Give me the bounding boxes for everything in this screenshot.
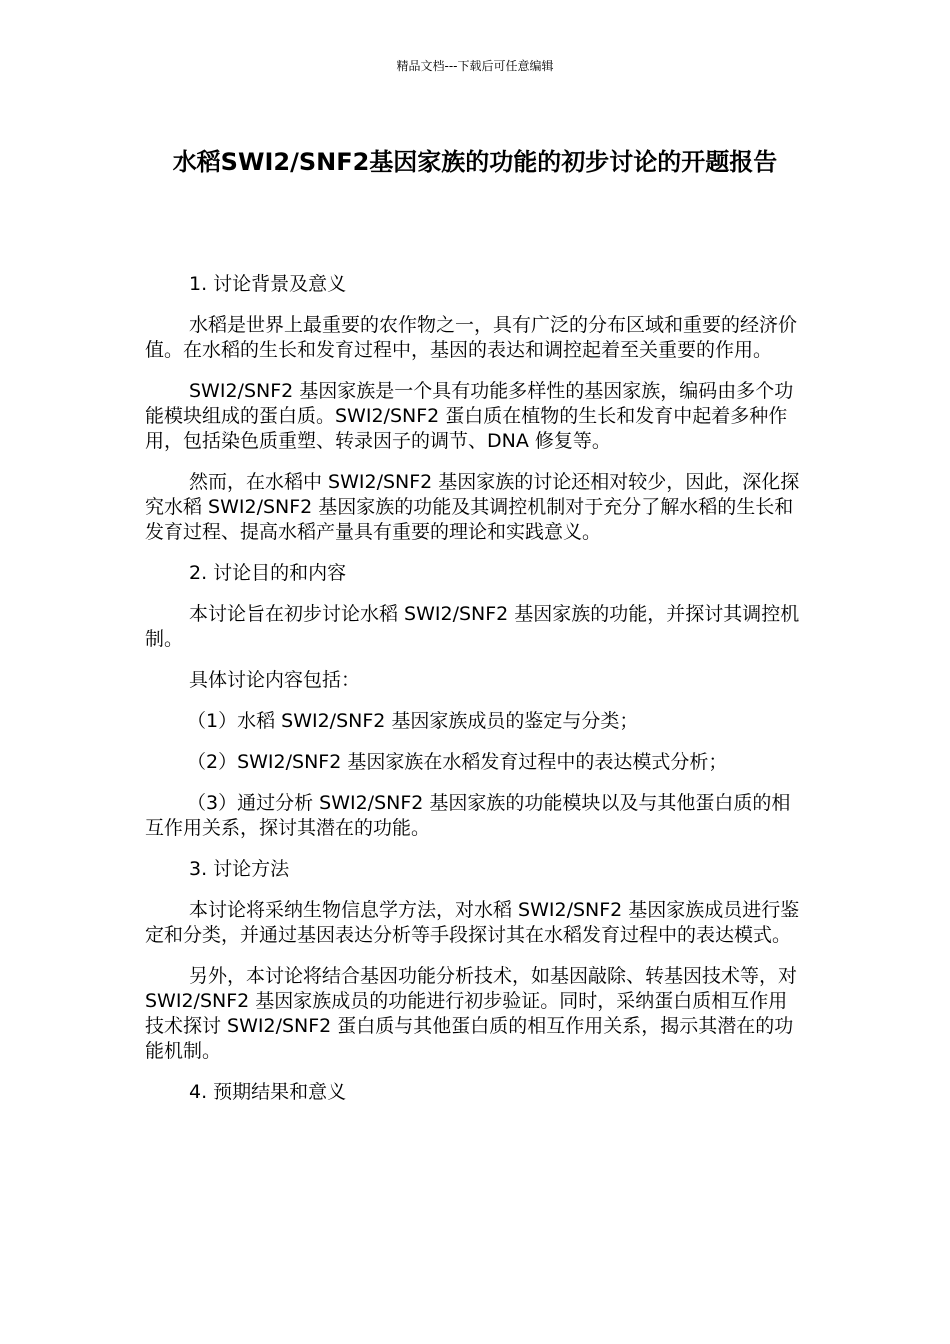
list-item: （2）SWI2/SNF2 基因家族在水稻发育过程中的表达模式分析； (187, 751, 728, 773)
list-item: （3）通过分析 SWI2/SNF2 基因家族的功能模块以及与其他蛋白质的相互作用关系，探讨其潜在的功能。 (145, 792, 791, 839)
paragraph: 另外，本讨论将结合基因功能分析技术，如基因敲除、转基因技术等，对 SWI2/SNF2 基因家族成员的功能进行初步验证。同时，采纳蛋白质相互作用技术探讨 SWI2/SNF2 蛋白质与其他蛋白质的相互作用关系，揭示其潜在的功能机制。 (145, 965, 798, 1062)
paragraph: 本讨论旨在初步讨论水稻 SWI2/SNF2 基因家族的功能，并探讨其调控机制。 (145, 603, 800, 650)
paragraph: 然而，在水稻中 SWI2/SNF2 基因家族的讨论还相对较少，因此，深化探究水稻 SWI2/SNF2 基因家族的功能及其调控机制对于充分了解水稻的生长和发育过程、提高水稻产量具有重要的理论和实践意义。 (145, 471, 800, 543)
header-note: 精品文档---下载后可任意编辑 (396, 59, 554, 73)
section-heading-objectives: 2. 讨论目的和内容 (189, 562, 347, 584)
section-heading-methods: 3. 讨论方法 (189, 858, 290, 880)
paragraph: 具体讨论内容包括： (189, 669, 361, 691)
section-heading-background: 1. 讨论背景及意义 (189, 273, 347, 295)
paragraph: 水稻是世界上最重要的农作物之一，具有广泛的分布区域和重要的经济价值。在水稻的生长和发育过程中，基因的表达和调控起着至关重要的作用。 (145, 314, 798, 361)
document-title: 水稻SWI2/SNF2基因家族的功能的初步讨论的开题报告 (172, 148, 778, 176)
section-heading-expected-results: 4. 预期结果和意义 (189, 1081, 347, 1103)
paragraph: 本讨论将采纳生物信息学方法，对水稻 SWI2/SNF2 基因家族成员进行鉴定和分类，并通过基因表达分析等手段探讨其在水稻发育过程中的表达模式。 (145, 899, 800, 946)
paragraph: SWI2/SNF2 基因家族是一个具有功能多样性的基因家族，编码由多个功能模块组成的蛋白质。SWI2/SNF2 蛋白质在植物的生长和发育中起着多种作用，包括染色质重塑、转录因子的调节、DNA 修复等。 (145, 380, 794, 452)
list-item: （1）水稻 SWI2/SNF2 基因家族成员的鉴定与分类； (187, 710, 639, 732)
document-body (145, 272, 805, 1121)
